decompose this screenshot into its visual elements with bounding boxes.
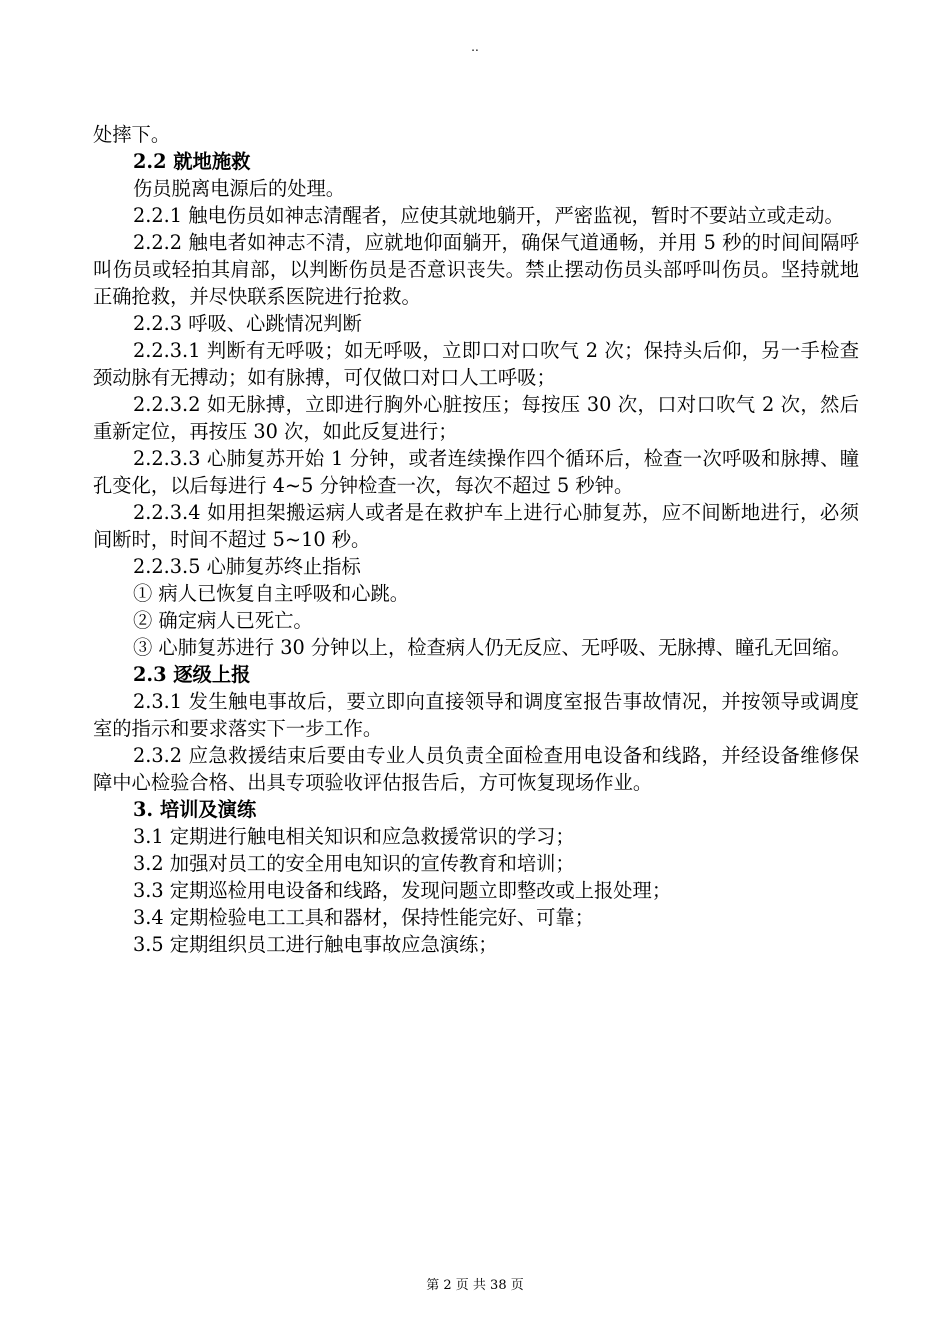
list-item: 3.2 加强对员工的安全用电知识的宣传教育和培训； xyxy=(133,852,575,875)
paragraph: 处摔下。 xyxy=(93,123,171,146)
list-item: ③ 心肺复苏进行 30 分钟以上，检查病人仍无反应、无呼吸、无脉搏、瞳孔无回缩。 xyxy=(133,636,851,659)
section-heading-2-3: 2.3 逐级上报 xyxy=(133,663,251,686)
list-item: 3.1 定期进行触电相关知识和应急救援常识的学习； xyxy=(133,825,575,848)
list-item: 3.4 定期检验电工工具和器材，保持性能完好、可靠； xyxy=(133,906,594,929)
paragraph: 2.3.1 发生触电事故后，要立即向直接领导和调度室报告事故情况，并按领导或调度室的指示和要求落实下一步工作。 xyxy=(93,690,859,740)
paragraph: 2.2.3.2 如无脉搏，立即进行胸外心脏按压；每按压 30 次，口对口吹气 2 次，然后重新定位，再按压 30 次，如此反复进行； xyxy=(93,393,859,443)
document-body xyxy=(93,121,859,958)
list-item: 3.5 定期组织员工进行触电事故应急演练； xyxy=(133,933,498,956)
subsection-title: 2.2.3 呼吸、心跳情况判断 xyxy=(133,312,362,335)
header-mark: .. xyxy=(471,40,479,54)
paragraph: 2.2.1 触电伤员如神志清醒者，应使其就地躺开，严密监视，暂时不要站立或走动。 xyxy=(133,204,844,227)
list-item: ① 病人已恢复自主呼吸和心跳。 xyxy=(133,582,410,605)
paragraph: 2.2.3.3 心肺复苏开始 1 分钟，或者连续操作四个循环后，检查一次呼吸和脉搏、瞳孔变化，以后每进行 4~5 分钟检查一次，每次不超过 5 秒钟。 xyxy=(93,447,859,497)
section-heading-3: 3. 培训及演练 xyxy=(133,798,257,821)
section-heading-2-2: 2.2 就地施救 xyxy=(133,150,251,173)
subsection-title: 2.2.3.5 心肺复苏终止指标 xyxy=(133,555,361,578)
paragraph: 2.2.3.4 如用担架搬运病人或者是在救护车上进行心肺复苏，应不间断地进行，必须间断时，时间不超过 5~10 秒。 xyxy=(93,501,859,551)
paragraph: 2.3.2 应急救援结束后要由专业人员负责全面检查用电设备和线路，并经设备维修保障中心检验合格、出具专项验收评估报告后，方可恢复现场作业。 xyxy=(93,744,859,794)
paragraph: 2.2.2 触电者如神志不清，应就地仰面躺开，确保气道通畅，并用 5 秒的时间间隔呼叫伤员或轻拍其肩部，以判断伤员是否意识丧失。禁止摆动伤员头部呼叫伤员。坚持就地正确抢救，并尽快联系医院进行抢救。 xyxy=(93,231,859,308)
list-item: ② 确定病人已死亡。 xyxy=(133,609,313,632)
paragraph: 2.2.3.1 判断有无呼吸；如无呼吸，立即口对口吹气 2 次；保持头后仰，另一手检查颈动脉有无搏动；如有脉搏，可仅做口对口人工呼吸； xyxy=(93,339,859,389)
paragraph: 伤员脱离电源后的处理。 xyxy=(133,177,346,200)
list-item: 3.3 定期巡检用电设备和线路，发现问题立即整改或上报处理； xyxy=(133,879,672,902)
page-number: 第 2 页 共 38 页 xyxy=(426,1278,524,1293)
